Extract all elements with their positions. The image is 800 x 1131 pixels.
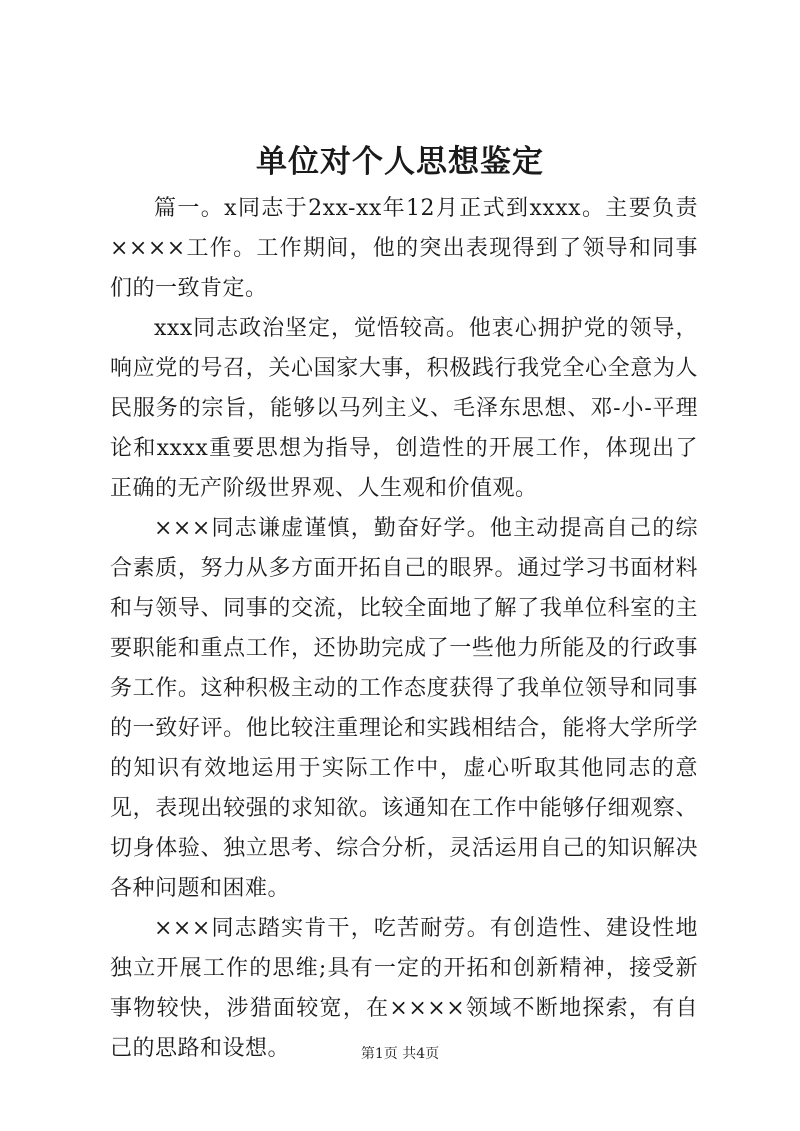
paragraph-4: ×××同志踏实肯干，吃苦耐劳。有创造性、建设性地独立开展工作的思维;具有一定的开拓和创新精神，接受新事物较快，涉猎面较宽，在××××领域不断地探索，有自己的思路和设想。: [110, 916, 698, 1061]
paragraph-2: xxx同志政治坚定，觉悟较高。他衷心拥护党的领导，响应党的号召，关心国家大事，积极践行我党全心全意为人民服务的宗旨，能够以马列主义、毛泽东思想、邓-小-平理论和xxxx重要思想为指导，创造性的开展工作，体现出了正确的无产阶级世界观、人生观和价值观。: [110, 316, 698, 501]
document-body: [110, 189, 698, 1069]
document-title: 单位对个人思想鉴定: [256, 144, 544, 180]
paragraph-3: ×××同志谦虚谨慎，勤奋好学。他主动提高自己的综合素质，努力从多方面开拓自己的眼界。通过学习书面材料和与领导、同事的交流，比较全面地了解了我单位科室的主要职能和重点工作，还协助完成了一些他力所能及的行政事务工作。这种积极主动的工作态度获得了我单位领导和同事的一致好评。他比较注重理论和实践相结合，能将大学所学的知识有效地运用于实际工作中，虚心听取其他同志的意见，表现出较强的求知欲。该通知在工作中能够仔细观察、切身体验、独立思考、综合分析，灵活运用自己的知识解决各种问题和困难。: [110, 516, 698, 901]
page-number-footer: 第1页 共4页: [360, 1046, 440, 1062]
paragraph-1: 篇一。x同志于2xx-xx年12月正式到xxxx。主要负责××××工作。工作期间，他的突出表现得到了领导和同事们的一致肯定。: [110, 196, 698, 301]
